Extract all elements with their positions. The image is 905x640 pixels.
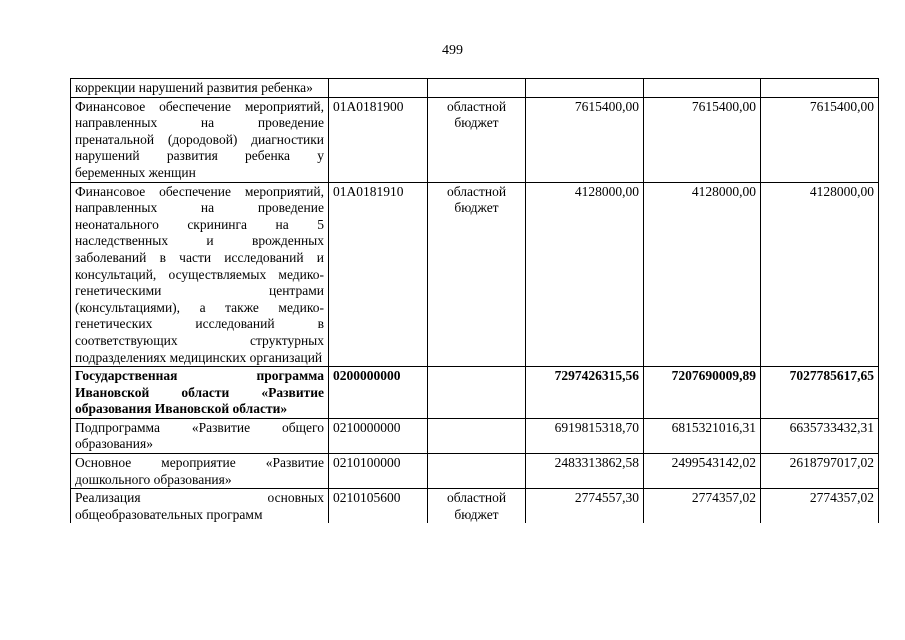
budget-table: [70, 78, 879, 523]
row-value-2: [644, 79, 761, 98]
row-value-3: 2774357,02: [761, 489, 879, 524]
table-row: [71, 97, 879, 182]
row-value-2: 6815321016,31: [644, 418, 761, 453]
row-source: [428, 79, 526, 98]
table-row: [71, 367, 879, 419]
row-value-3: 6635733432,31: [761, 418, 879, 453]
row-code: 0210000000: [329, 418, 428, 453]
row-code: 01А0181910: [329, 182, 428, 367]
table-row: [71, 489, 879, 524]
row-code: [329, 79, 428, 98]
row-value-1: 2774557,30: [526, 489, 644, 524]
row-value-1: 6919815318,70: [526, 418, 644, 453]
row-value-1: 7297426315,56: [526, 367, 644, 419]
row-name: Подпрограмма «Развитие общего образования»: [71, 418, 329, 453]
row-name: коррекции нарушений развития ребенка»: [71, 79, 329, 98]
row-source: областной бюджет: [428, 182, 526, 367]
row-name: Реализация основных общеобразовательных программ: [71, 489, 329, 524]
row-value-3: [761, 79, 879, 98]
row-code: 0210105600: [329, 489, 428, 524]
table-row: [71, 418, 879, 453]
row-value-3: 4128000,00: [761, 182, 879, 367]
row-source: [428, 418, 526, 453]
row-name: Финансовое обеспечение мероприятий, направленных на проведение неонатального скрининга на 5 наследственных и врожденных заболеваний в части исследований и консультаций, осуществляемых медико-генетическими центрами (консультациями), а также медико-генетических исследований в соответствующих структурных подразделениях медицинских организаций: [71, 182, 329, 367]
table-row: [71, 79, 879, 98]
row-value-2: 2774357,02: [644, 489, 761, 524]
row-value-1: [526, 79, 644, 98]
row-value-1: 7615400,00: [526, 97, 644, 182]
row-code: 0200000000: [329, 367, 428, 419]
row-name: Государственная программа Ивановской области «Развитие образования Ивановской области»: [71, 367, 329, 419]
page-number: 499: [442, 43, 463, 58]
table-row: [71, 182, 879, 367]
row-value-2: 2499543142,02: [644, 454, 761, 489]
row-code: 01А0181900: [329, 97, 428, 182]
row-value-1: 4128000,00: [526, 182, 644, 367]
table-row: [71, 454, 879, 489]
row-name: Финансовое обеспечение мероприятий, направленных на проведение пренатальной (дородовой) диагностики нарушений развития ребенка у беременных женщин: [71, 97, 329, 182]
row-value-2: 7207690009,89: [644, 367, 761, 419]
row-value-1: 2483313862,58: [526, 454, 644, 489]
row-source: областной бюджет: [428, 97, 526, 182]
row-value-2: 4128000,00: [644, 182, 761, 367]
row-value-3: 7027785617,65: [761, 367, 879, 419]
row-value-2: 7615400,00: [644, 97, 761, 182]
row-value-3: 2618797017,02: [761, 454, 879, 489]
row-code: 0210100000: [329, 454, 428, 489]
row-name: Основное мероприятие «Развитие дошкольного образования»: [71, 454, 329, 489]
row-source: областной бюджет: [428, 489, 526, 524]
row-source: [428, 454, 526, 489]
row-source: [428, 367, 526, 419]
row-value-3: 7615400,00: [761, 97, 879, 182]
